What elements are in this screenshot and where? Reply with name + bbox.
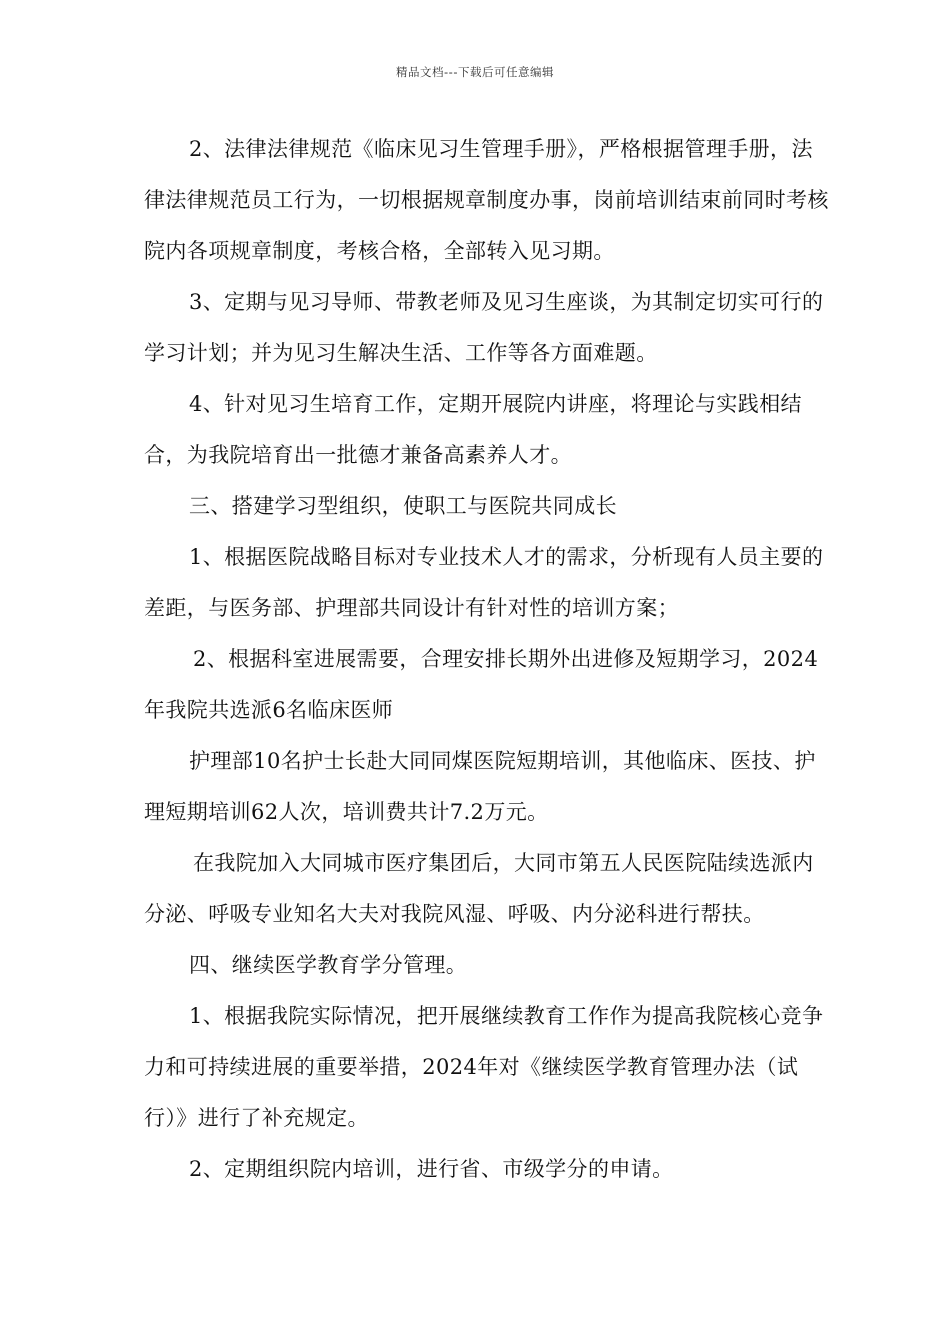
paragraph: 2、法律法律规范《临床见习生管理手册》，严格根据管理手册，法律法律规范员工行为，一切根据规章制度办事，岗前培训结束前同时考核院内各项规章制度，考核合格，全部转入见习期。	[144, 137, 829, 263]
paragraph: 2、根据科室进展需要，合理安排长期外出进修及短期学习，2024年我院共选派6名临床医师	[144, 647, 819, 722]
page-header: 精品文档---下载后可任意编辑	[396, 65, 554, 79]
document-body	[144, 124, 834, 1195]
paragraph: 4、针对见习生培育工作，定期开展院内讲座，将理论与实践相结合，为我院培育出一批德才兼备高素养人才。	[144, 392, 802, 467]
section-heading: 三、搭建学习型组织，使职工与医院共同成长	[189, 494, 617, 518]
paragraph: 护理部10名护士长赴大同同煤医院短期培训，其他临床、医技、护理短期培训62人次，培训费共计7.2万元。	[144, 749, 816, 824]
paragraph: 2、定期组织院内培训，进行省、市级学分的申请。	[189, 1157, 674, 1181]
paragraph: 在我院加入大同城市医疗集团后，大同市第五人民医院陆续选派内分泌、呼吸专业知名大夫对我院风湿、呼吸、内分泌科进行帮扶。	[144, 851, 814, 926]
paragraph: 1、根据医院战略目标对专业技术人才的需求，分析现有人员主要的差距，与医务部、护理部共同设计有针对性的培训方案；	[144, 545, 824, 620]
paragraph: 1、根据我院实际情况，把开展继续教育工作作为提高我院核心竞争力和可持续进展的重要举措，2024年对《继续医学教育管理办法（试行）》进行了补充规定。	[144, 1004, 824, 1130]
paragraph: 3、定期与见习导师、带教老师及见习生座谈，为其制定切实可行的学习计划；并为见习生解决生活、工作等各方面难题。	[144, 290, 824, 365]
section-heading: 四、继续医学教育学分管理。	[189, 953, 468, 977]
